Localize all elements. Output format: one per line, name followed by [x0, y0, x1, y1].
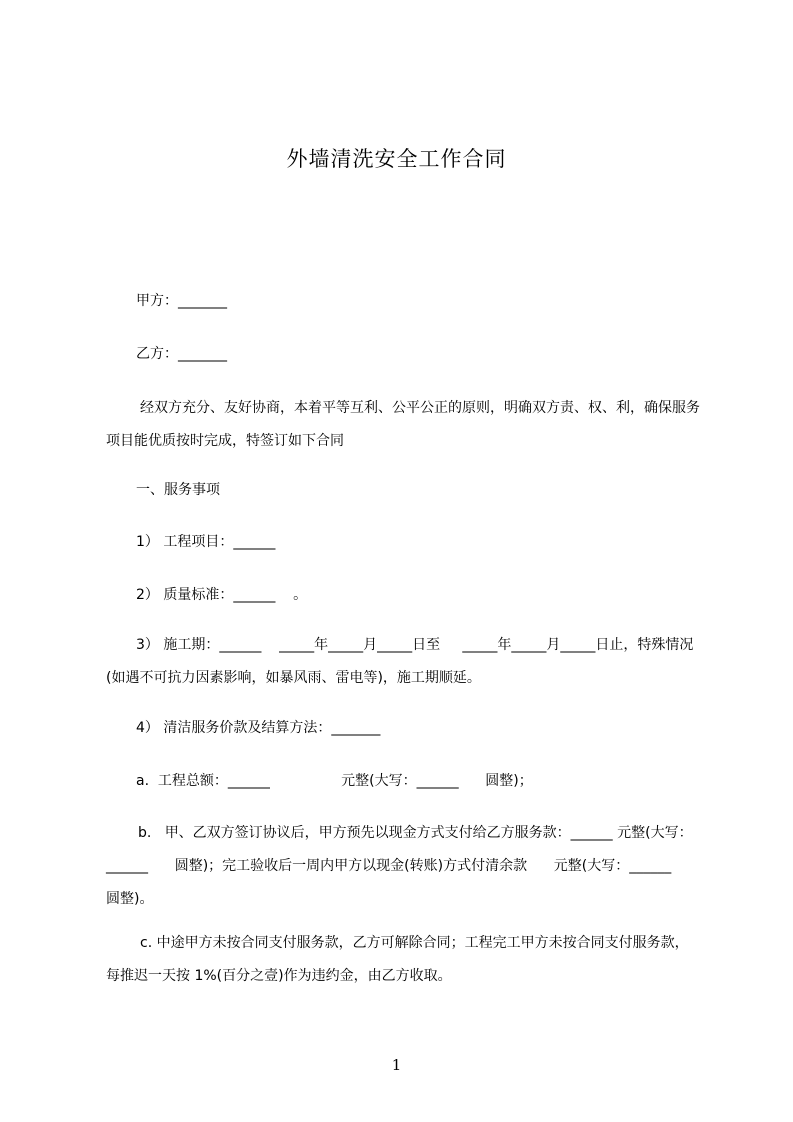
item-b-payment-terms: b. 甲、乙双方签订协议后，甲方预先以现金方式支付给乙方服务款：______ 元整(大写：______ 圆整)；完工验收后一周内甲方以现金(转账)方式付清余款 元整(大写：______ 圆整)。 [106, 825, 693, 907]
page-number: 1 [391, 1056, 402, 1074]
item-construction-period: 3） 施工期：______ _____年_____月_____日至 _____年_____月_____日止，特殊情况(如遇不可抗力因素影响，如暴风雨、雷电等)，施工期顺延。 [106, 637, 694, 686]
party-a-line: 甲方：_______ [136, 293, 227, 309]
item-quality-standard: 2） 质量标准：______ 。 [136, 587, 308, 603]
item-a-total-amount: a. 工程总额：______ 元整(大写：______ 圆整)； [136, 773, 533, 789]
page-title: 外墙清洗安全工作合同 [286, 147, 507, 171]
item-project: 1） 工程项目：______ [136, 534, 276, 550]
item-c-late-payment: c. 中途甲方未按合同支付服务款，乙方可解除合同；工程完工甲方未按合同支付服务款，每推迟一天按 1%(百分之壹)作为违约金，由乙方收取。 [106, 935, 689, 984]
preamble-paragraph: 经双方充分、友好协商，本着平等互利、公平公正的原则，明确双方责、权、利，确保服务项目能优质按时完成，特签订如下合同 [106, 400, 700, 449]
party-b-line: 乙方：_______ [136, 346, 227, 362]
section-heading-services: 一、服务事项 [136, 482, 220, 498]
item-price-settlement: 4） 清洁服务价款及结算方法：_______ [136, 720, 381, 736]
